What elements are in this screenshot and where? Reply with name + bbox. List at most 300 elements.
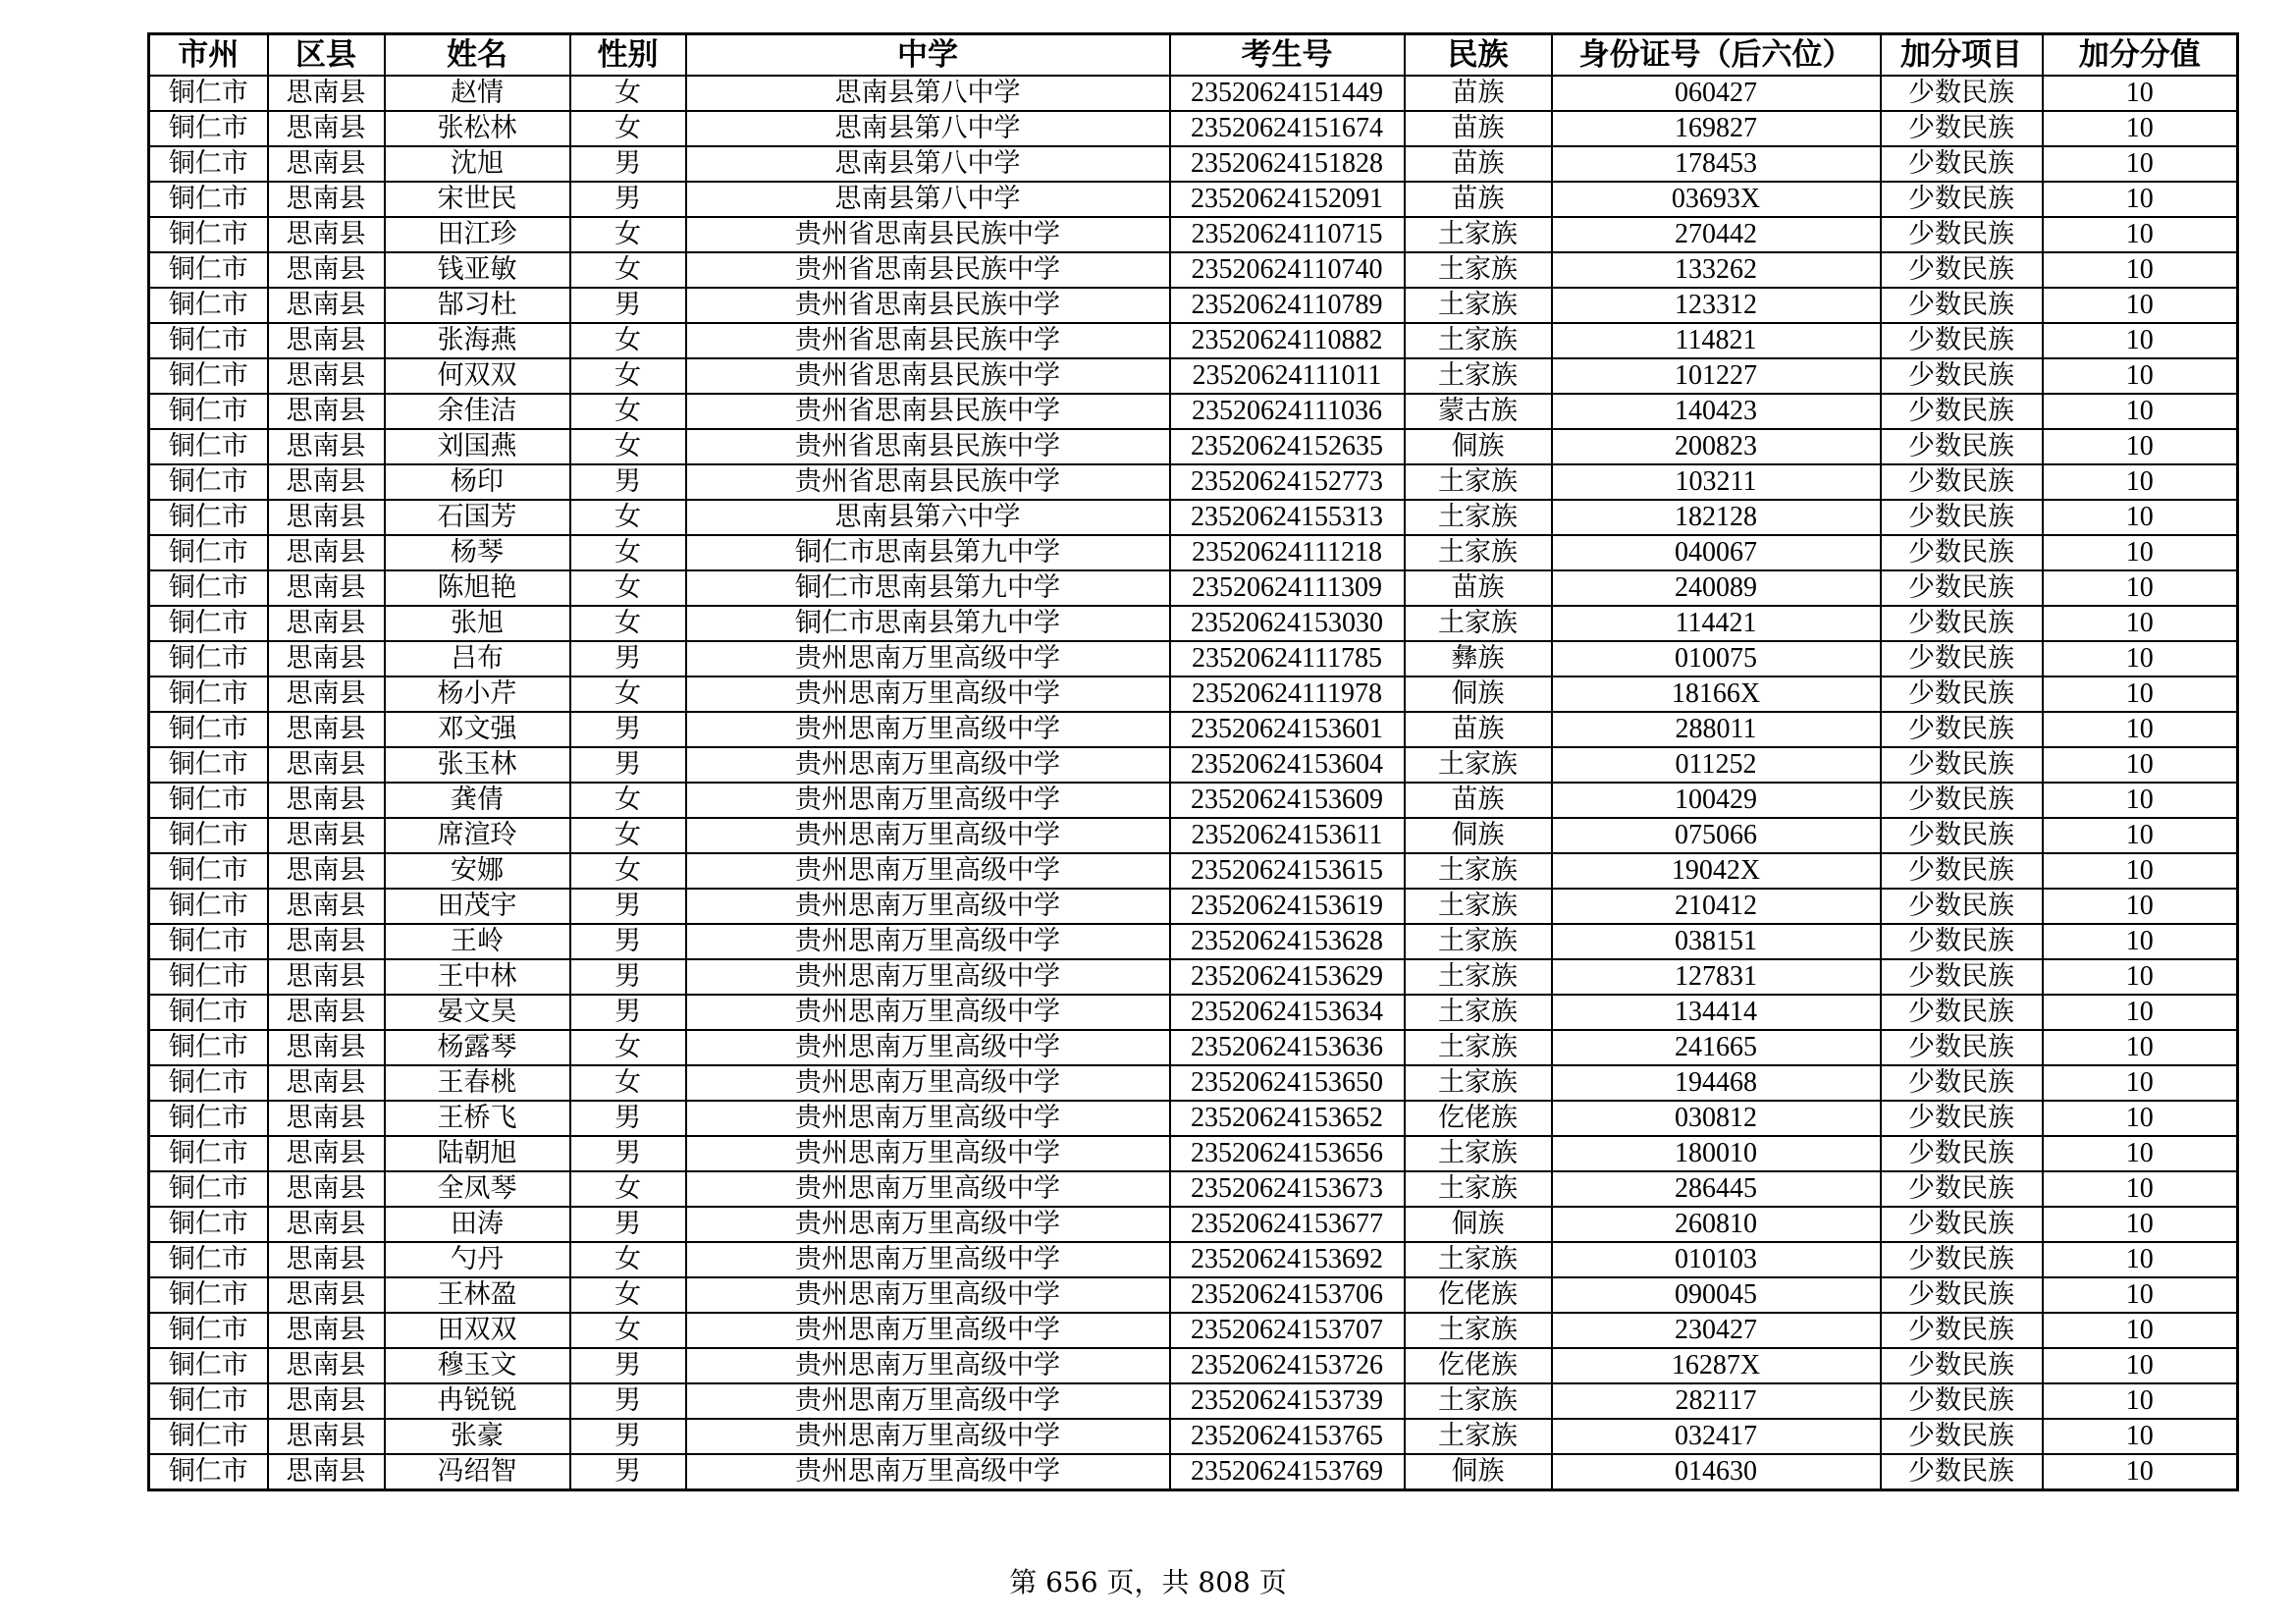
cell-id-last-six: 030812 xyxy=(1552,1101,1881,1136)
cell-bonus-score: 10 xyxy=(2043,1030,2238,1065)
cell-county: 思南县 xyxy=(268,146,385,182)
cell-school: 思南县第八中学 xyxy=(686,111,1170,146)
cell-bonus-item: 少数民族 xyxy=(1881,889,2043,924)
cell-exam-id: 23520624111309 xyxy=(1170,570,1405,606)
cell-bonus-item: 少数民族 xyxy=(1881,535,2043,570)
cell-exam-id: 23520624153604 xyxy=(1170,747,1405,783)
page-footer xyxy=(0,1561,2296,1600)
cell-name: 石国芳 xyxy=(385,500,570,535)
cell-ethnicity: 土家族 xyxy=(1405,358,1552,394)
cell-exam-id: 23520624111785 xyxy=(1170,641,1405,677)
cell-school: 思南县第八中学 xyxy=(686,76,1170,111)
cell-ethnicity: 土家族 xyxy=(1405,535,1552,570)
cell-gender: 女 xyxy=(570,1277,686,1313)
cell-name: 邓文强 xyxy=(385,712,570,747)
cell-bonus-score: 10 xyxy=(2043,146,2238,182)
cell-gender: 男 xyxy=(570,182,686,217)
cell-id-last-six: 100429 xyxy=(1552,783,1881,818)
cell-school: 思南县第八中学 xyxy=(686,182,1170,217)
cell-ethnicity: 侗族 xyxy=(1405,818,1552,853)
table-row xyxy=(149,1383,2238,1419)
table-row xyxy=(149,1207,2238,1242)
cell-city: 铜仁市 xyxy=(149,146,268,182)
cell-school: 贵州思南万里高级中学 xyxy=(686,853,1170,889)
cell-ethnicity: 土家族 xyxy=(1405,1242,1552,1277)
cell-city: 铜仁市 xyxy=(149,76,268,111)
cell-id-last-six: 260810 xyxy=(1552,1207,1881,1242)
cell-name: 安娜 xyxy=(385,853,570,889)
cell-name: 田茂宇 xyxy=(385,889,570,924)
table-body xyxy=(149,76,2238,1490)
cell-ethnicity: 侗族 xyxy=(1405,429,1552,464)
header-bonus-item: 加分项目 xyxy=(1881,34,2043,77)
cell-bonus-score: 10 xyxy=(2043,76,2238,111)
cell-gender: 女 xyxy=(570,323,686,358)
cell-bonus-item: 少数民族 xyxy=(1881,464,2043,500)
cell-bonus-score: 10 xyxy=(2043,1065,2238,1101)
cell-gender: 男 xyxy=(570,747,686,783)
cell-ethnicity: 苗族 xyxy=(1405,111,1552,146)
table-row xyxy=(149,288,2238,323)
cell-name: 晏文昊 xyxy=(385,995,570,1030)
table-row xyxy=(149,464,2238,500)
cell-county: 思南县 xyxy=(268,606,385,641)
cell-city: 铜仁市 xyxy=(149,1207,268,1242)
cell-name: 钱亚敏 xyxy=(385,252,570,288)
cell-school: 贵州思南万里高级中学 xyxy=(686,1207,1170,1242)
cell-gender: 女 xyxy=(570,500,686,535)
table-row xyxy=(149,252,2238,288)
cell-id-last-six: 03693X xyxy=(1552,182,1881,217)
cell-school: 贵州思南万里高级中学 xyxy=(686,677,1170,712)
cell-bonus-score: 10 xyxy=(2043,323,2238,358)
cell-school: 贵州省思南县民族中学 xyxy=(686,252,1170,288)
cell-name: 张海燕 xyxy=(385,323,570,358)
cell-city: 铜仁市 xyxy=(149,1065,268,1101)
cell-county: 思南县 xyxy=(268,677,385,712)
cell-gender: 女 xyxy=(570,1313,686,1348)
cell-county: 思南县 xyxy=(268,924,385,959)
cell-id-last-six: 123312 xyxy=(1552,288,1881,323)
cell-ethnicity: 苗族 xyxy=(1405,783,1552,818)
cell-bonus-item: 少数民族 xyxy=(1881,783,2043,818)
cell-bonus-score: 10 xyxy=(2043,1348,2238,1383)
cell-bonus-score: 10 xyxy=(2043,394,2238,429)
cell-school: 贵州思南万里高级中学 xyxy=(686,1454,1170,1490)
cell-id-last-six: 282117 xyxy=(1552,1383,1881,1419)
cell-ethnicity: 苗族 xyxy=(1405,146,1552,182)
cell-bonus-score: 10 xyxy=(2043,995,2238,1030)
cell-gender: 女 xyxy=(570,217,686,252)
cell-city: 铜仁市 xyxy=(149,1171,268,1207)
cell-id-last-six: 270442 xyxy=(1552,217,1881,252)
cell-exam-id: 23520624153619 xyxy=(1170,889,1405,924)
table-row xyxy=(149,959,2238,995)
cell-county: 思南县 xyxy=(268,889,385,924)
cell-exam-id: 23520624153726 xyxy=(1170,1348,1405,1383)
cell-exam-id: 23520624153692 xyxy=(1170,1242,1405,1277)
cell-ethnicity: 侗族 xyxy=(1405,1454,1552,1490)
cell-bonus-item: 少数民族 xyxy=(1881,959,2043,995)
table-row xyxy=(149,1136,2238,1171)
table-row xyxy=(149,1454,2238,1490)
table-row xyxy=(149,818,2238,853)
cell-bonus-score: 10 xyxy=(2043,252,2238,288)
cell-bonus-item: 少数民族 xyxy=(1881,1277,2043,1313)
cell-school: 贵州省思南县民族中学 xyxy=(686,288,1170,323)
cell-school: 贵州思南万里高级中学 xyxy=(686,1313,1170,1348)
cell-name: 王春桃 xyxy=(385,1065,570,1101)
cell-name: 何双双 xyxy=(385,358,570,394)
cell-school: 贵州思南万里高级中学 xyxy=(686,889,1170,924)
cell-bonus-score: 10 xyxy=(2043,288,2238,323)
cell-gender: 女 xyxy=(570,394,686,429)
cell-bonus-item: 少数民族 xyxy=(1881,677,2043,712)
cell-id-last-six: 101227 xyxy=(1552,358,1881,394)
cell-bonus-item: 少数民族 xyxy=(1881,924,2043,959)
cell-bonus-item: 少数民族 xyxy=(1881,570,2043,606)
cell-name: 田双双 xyxy=(385,1313,570,1348)
cell-bonus-score: 10 xyxy=(2043,853,2238,889)
cell-id-last-six: 060427 xyxy=(1552,76,1881,111)
cell-county: 思南县 xyxy=(268,959,385,995)
cell-ethnicity: 仡佬族 xyxy=(1405,1277,1552,1313)
cell-ethnicity: 苗族 xyxy=(1405,182,1552,217)
table-row xyxy=(149,1242,2238,1277)
cell-school: 贵州省思南县民族中学 xyxy=(686,464,1170,500)
cell-id-last-six: 075066 xyxy=(1552,818,1881,853)
cell-school: 思南县第八中学 xyxy=(686,146,1170,182)
cell-gender: 女 xyxy=(570,677,686,712)
table-row xyxy=(149,111,2238,146)
cell-gender: 女 xyxy=(570,252,686,288)
cell-name: 冯绍智 xyxy=(385,1454,570,1490)
cell-city: 铜仁市 xyxy=(149,1277,268,1313)
cell-exam-id: 23520624153677 xyxy=(1170,1207,1405,1242)
cell-name: 龚倩 xyxy=(385,783,570,818)
cell-county: 思南县 xyxy=(268,1277,385,1313)
cell-gender: 女 xyxy=(570,535,686,570)
cell-name: 吕布 xyxy=(385,641,570,677)
cell-school: 贵州省思南县民族中学 xyxy=(686,429,1170,464)
cell-exam-id: 23520624151674 xyxy=(1170,111,1405,146)
table-row xyxy=(149,535,2238,570)
cell-city: 铜仁市 xyxy=(149,464,268,500)
cell-id-last-six: 134414 xyxy=(1552,995,1881,1030)
cell-city: 铜仁市 xyxy=(149,111,268,146)
cell-county: 思南县 xyxy=(268,1207,385,1242)
cell-id-last-six: 090045 xyxy=(1552,1277,1881,1313)
cell-county: 思南县 xyxy=(268,1419,385,1454)
header-city: 市州 xyxy=(149,34,268,77)
cell-bonus-score: 10 xyxy=(2043,111,2238,146)
cell-ethnicity: 土家族 xyxy=(1405,1383,1552,1419)
cell-id-last-six: 210412 xyxy=(1552,889,1881,924)
cell-bonus-score: 10 xyxy=(2043,182,2238,217)
cell-school: 贵州思南万里高级中学 xyxy=(686,747,1170,783)
cell-ethnicity: 仡佬族 xyxy=(1405,1348,1552,1383)
cell-county: 思南县 xyxy=(268,111,385,146)
cell-bonus-item: 少数民族 xyxy=(1881,76,2043,111)
cell-gender: 男 xyxy=(570,1383,686,1419)
cell-city: 铜仁市 xyxy=(149,182,268,217)
cell-county: 思南县 xyxy=(268,464,385,500)
cell-city: 铜仁市 xyxy=(149,288,268,323)
cell-gender: 女 xyxy=(570,1065,686,1101)
table-row xyxy=(149,1030,2238,1065)
table-row xyxy=(149,76,2238,111)
cell-bonus-score: 10 xyxy=(2043,959,2238,995)
cell-bonus-score: 10 xyxy=(2043,358,2238,394)
cell-gender: 男 xyxy=(570,712,686,747)
cell-bonus-item: 少数民族 xyxy=(1881,1207,2043,1242)
cell-county: 思南县 xyxy=(268,394,385,429)
cell-name: 穆玉文 xyxy=(385,1348,570,1383)
cell-gender: 女 xyxy=(570,818,686,853)
cell-school: 贵州思南万里高级中学 xyxy=(686,712,1170,747)
cell-city: 铜仁市 xyxy=(149,323,268,358)
cell-exam-id: 23520624153634 xyxy=(1170,995,1405,1030)
cell-bonus-score: 10 xyxy=(2043,924,2238,959)
cell-school: 贵州思南万里高级中学 xyxy=(686,1348,1170,1383)
cell-name: 余佳洁 xyxy=(385,394,570,429)
cell-ethnicity: 土家族 xyxy=(1405,1313,1552,1348)
cell-ethnicity: 侗族 xyxy=(1405,1207,1552,1242)
cell-id-last-six: 16287X xyxy=(1552,1348,1881,1383)
cell-bonus-score: 10 xyxy=(2043,712,2238,747)
cell-bonus-item: 少数民族 xyxy=(1881,429,2043,464)
cell-exam-id: 23520624110715 xyxy=(1170,217,1405,252)
cell-city: 铜仁市 xyxy=(149,394,268,429)
table-row xyxy=(149,394,2238,429)
cell-exam-id: 23520624111011 xyxy=(1170,358,1405,394)
page-number-text: 第 656 页，共 808 页 xyxy=(1009,1566,1287,1598)
cell-ethnicity: 彝族 xyxy=(1405,641,1552,677)
cell-exam-id: 23520624111036 xyxy=(1170,394,1405,429)
cell-city: 铜仁市 xyxy=(149,783,268,818)
cell-gender: 男 xyxy=(570,288,686,323)
cell-bonus-item: 少数民族 xyxy=(1881,288,2043,323)
cell-bonus-score: 10 xyxy=(2043,1136,2238,1171)
cell-id-last-six: 140423 xyxy=(1552,394,1881,429)
cell-city: 铜仁市 xyxy=(149,1419,268,1454)
cell-id-last-six: 010103 xyxy=(1552,1242,1881,1277)
cell-exam-id: 23520624111978 xyxy=(1170,677,1405,712)
header-school: 中学 xyxy=(686,34,1170,77)
table-row xyxy=(149,853,2238,889)
cell-school: 贵州思南万里高级中学 xyxy=(686,1383,1170,1419)
cell-county: 思南县 xyxy=(268,1454,385,1490)
cell-county: 思南县 xyxy=(268,1171,385,1207)
cell-county: 思南县 xyxy=(268,429,385,464)
data-table xyxy=(147,32,2239,1491)
cell-city: 铜仁市 xyxy=(149,1136,268,1171)
cell-id-last-six: 19042X xyxy=(1552,853,1881,889)
cell-bonus-item: 少数民族 xyxy=(1881,1171,2043,1207)
cell-bonus-item: 少数民族 xyxy=(1881,712,2043,747)
cell-county: 思南县 xyxy=(268,288,385,323)
cell-city: 铜仁市 xyxy=(149,1030,268,1065)
cell-name: 冉锐锐 xyxy=(385,1383,570,1419)
cell-gender: 女 xyxy=(570,111,686,146)
cell-ethnicity: 土家族 xyxy=(1405,747,1552,783)
cell-ethnicity: 苗族 xyxy=(1405,712,1552,747)
cell-county: 思南县 xyxy=(268,1030,385,1065)
cell-county: 思南县 xyxy=(268,995,385,1030)
cell-name: 郜习杜 xyxy=(385,288,570,323)
cell-ethnicity: 土家族 xyxy=(1405,924,1552,959)
cell-bonus-score: 10 xyxy=(2043,889,2238,924)
header-county: 区县 xyxy=(268,34,385,77)
cell-bonus-item: 少数民族 xyxy=(1881,1242,2043,1277)
cell-exam-id: 23520624153652 xyxy=(1170,1101,1405,1136)
cell-ethnicity: 土家族 xyxy=(1405,1030,1552,1065)
cell-gender: 男 xyxy=(570,1101,686,1136)
cell-bonus-item: 少数民族 xyxy=(1881,1454,2043,1490)
cell-ethnicity: 土家族 xyxy=(1405,889,1552,924)
cell-id-last-six: 038151 xyxy=(1552,924,1881,959)
cell-exam-id: 23520624153650 xyxy=(1170,1065,1405,1101)
cell-ethnicity: 蒙古族 xyxy=(1405,394,1552,429)
cell-gender: 女 xyxy=(570,1171,686,1207)
cell-school: 铜仁市思南县第九中学 xyxy=(686,606,1170,641)
cell-name: 田涛 xyxy=(385,1207,570,1242)
table-row xyxy=(149,712,2238,747)
cell-county: 思南县 xyxy=(268,1136,385,1171)
cell-school: 贵州思南万里高级中学 xyxy=(686,1171,1170,1207)
cell-ethnicity: 土家族 xyxy=(1405,606,1552,641)
cell-bonus-item: 少数民族 xyxy=(1881,1030,2043,1065)
cell-bonus-item: 少数民族 xyxy=(1881,500,2043,535)
cell-exam-id: 23520624110740 xyxy=(1170,252,1405,288)
cell-exam-id: 23520624153615 xyxy=(1170,853,1405,889)
cell-ethnicity: 土家族 xyxy=(1405,1065,1552,1101)
cell-exam-id: 23520624153739 xyxy=(1170,1383,1405,1419)
table-row xyxy=(149,677,2238,712)
cell-exam-id: 23520624152635 xyxy=(1170,429,1405,464)
cell-gender: 男 xyxy=(570,924,686,959)
cell-exam-id: 23520624153706 xyxy=(1170,1277,1405,1313)
table-row xyxy=(149,429,2238,464)
cell-school: 贵州思南万里高级中学 xyxy=(686,1065,1170,1101)
cell-bonus-score: 10 xyxy=(2043,1383,2238,1419)
cell-city: 铜仁市 xyxy=(149,1348,268,1383)
cell-bonus-score: 10 xyxy=(2043,818,2238,853)
table-row xyxy=(149,1348,2238,1383)
cell-school: 贵州思南万里高级中学 xyxy=(686,1030,1170,1065)
table-row xyxy=(149,606,2238,641)
cell-county: 思南县 xyxy=(268,1313,385,1348)
cell-ethnicity: 土家族 xyxy=(1405,288,1552,323)
cell-county: 思南县 xyxy=(268,747,385,783)
cell-county: 思南县 xyxy=(268,1383,385,1419)
table-row xyxy=(149,783,2238,818)
cell-name: 勺丹 xyxy=(385,1242,570,1277)
table-row xyxy=(149,570,2238,606)
cell-city: 铜仁市 xyxy=(149,429,268,464)
cell-id-last-six: 133262 xyxy=(1552,252,1881,288)
cell-county: 思南县 xyxy=(268,217,385,252)
cell-gender: 男 xyxy=(570,1207,686,1242)
cell-school: 贵州思南万里高级中学 xyxy=(686,641,1170,677)
cell-name: 田江珍 xyxy=(385,217,570,252)
cell-exam-id: 23520624152773 xyxy=(1170,464,1405,500)
cell-city: 铜仁市 xyxy=(149,995,268,1030)
cell-gender: 女 xyxy=(570,76,686,111)
table-row xyxy=(149,1065,2238,1101)
cell-city: 铜仁市 xyxy=(149,818,268,853)
cell-city: 铜仁市 xyxy=(149,1383,268,1419)
cell-city: 铜仁市 xyxy=(149,889,268,924)
cell-name: 张松林 xyxy=(385,111,570,146)
table-row xyxy=(149,217,2238,252)
cell-bonus-item: 少数民族 xyxy=(1881,394,2043,429)
cell-id-last-six: 180010 xyxy=(1552,1136,1881,1171)
cell-exam-id: 23520624153769 xyxy=(1170,1454,1405,1490)
cell-bonus-score: 10 xyxy=(2043,1277,2238,1313)
table-row xyxy=(149,1419,2238,1454)
cell-bonus-item: 少数民族 xyxy=(1881,818,2043,853)
cell-bonus-score: 10 xyxy=(2043,535,2238,570)
cell-city: 铜仁市 xyxy=(149,358,268,394)
header-bonus-score: 加分分值 xyxy=(2043,34,2238,77)
cell-exam-id: 23520624153636 xyxy=(1170,1030,1405,1065)
cell-ethnicity: 土家族 xyxy=(1405,217,1552,252)
cell-gender: 女 xyxy=(570,429,686,464)
cell-name: 陆朝旭 xyxy=(385,1136,570,1171)
cell-exam-id: 23520624155313 xyxy=(1170,500,1405,535)
cell-city: 铜仁市 xyxy=(149,1242,268,1277)
cell-city: 铜仁市 xyxy=(149,641,268,677)
cell-name: 席渲玲 xyxy=(385,818,570,853)
cell-id-last-six: 114421 xyxy=(1552,606,1881,641)
cell-id-last-six: 169827 xyxy=(1552,111,1881,146)
cell-bonus-item: 少数民族 xyxy=(1881,606,2043,641)
table-row xyxy=(149,747,2238,783)
cell-school: 贵州思南万里高级中学 xyxy=(686,1419,1170,1454)
cell-gender: 男 xyxy=(570,1348,686,1383)
cell-school: 贵州省思南县民族中学 xyxy=(686,358,1170,394)
cell-bonus-score: 10 xyxy=(2043,1171,2238,1207)
cell-county: 思南县 xyxy=(268,76,385,111)
cell-name: 宋世民 xyxy=(385,182,570,217)
cell-bonus-item: 少数民族 xyxy=(1881,1313,2043,1348)
cell-city: 铜仁市 xyxy=(149,677,268,712)
cell-exam-id: 23520624153707 xyxy=(1170,1313,1405,1348)
cell-city: 铜仁市 xyxy=(149,217,268,252)
cell-bonus-score: 10 xyxy=(2043,606,2238,641)
cell-ethnicity: 仡佬族 xyxy=(1405,1101,1552,1136)
cell-id-last-six: 194468 xyxy=(1552,1065,1881,1101)
cell-gender: 女 xyxy=(570,606,686,641)
cell-name: 王桥飞 xyxy=(385,1101,570,1136)
cell-exam-id: 23520624151828 xyxy=(1170,146,1405,182)
header-exam-id: 考生号 xyxy=(1170,34,1405,77)
cell-school: 贵州思南万里高级中学 xyxy=(686,1242,1170,1277)
cell-gender: 男 xyxy=(570,959,686,995)
cell-city: 铜仁市 xyxy=(149,606,268,641)
cell-id-last-six: 241665 xyxy=(1552,1030,1881,1065)
cell-bonus-item: 少数民族 xyxy=(1881,747,2043,783)
table-row xyxy=(149,146,2238,182)
cell-name: 张玉林 xyxy=(385,747,570,783)
cell-county: 思南县 xyxy=(268,1065,385,1101)
cell-name: 王中林 xyxy=(385,959,570,995)
cell-bonus-item: 少数民族 xyxy=(1881,1348,2043,1383)
cell-ethnicity: 土家族 xyxy=(1405,1419,1552,1454)
cell-bonus-item: 少数民族 xyxy=(1881,995,2043,1030)
cell-county: 思南县 xyxy=(268,712,385,747)
